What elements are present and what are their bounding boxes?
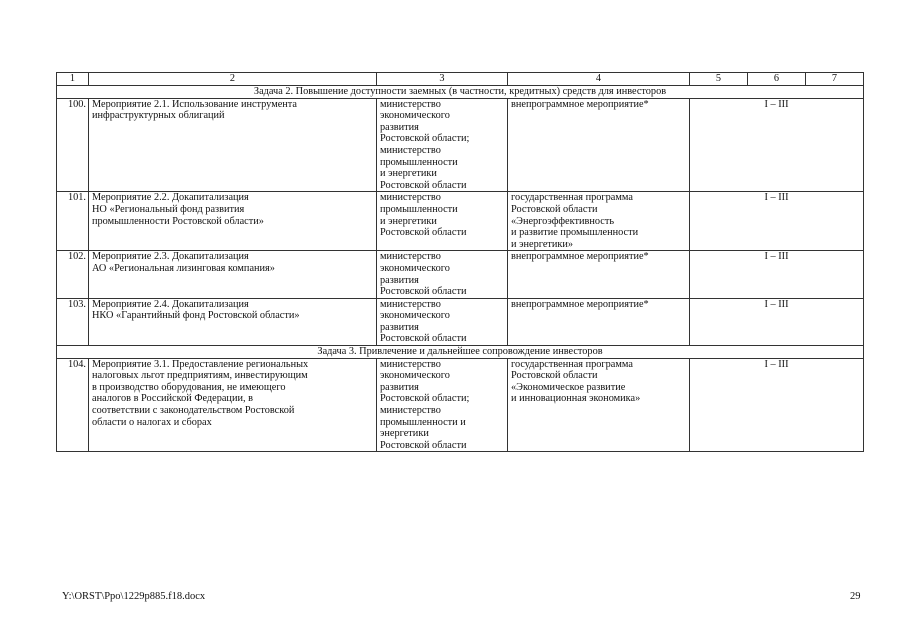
event-cell: Мероприятие 2.4. Докапитализация НКО «Гарантийный фонд Ростовской области» (89, 298, 377, 345)
header-cell-4: 4 (508, 73, 690, 86)
row-number: 101. (57, 192, 89, 251)
event-cell: Мероприятие 2.1. Использование инструмента инфраструктурных облигаций (89, 98, 377, 192)
header-cell-2: 2 (89, 73, 377, 86)
period-cell: I – III (690, 98, 864, 192)
header-cell-7: 7 (806, 73, 864, 86)
section-row-task-2 (57, 86, 864, 99)
section-title: Задача 2. Повышение доступности заемных (в частности, кредитных) средств для инвесторов (57, 86, 864, 99)
row-number: 100. (57, 98, 89, 192)
period-cell: I – III (690, 298, 864, 345)
table-row (57, 251, 864, 298)
executor-cell: министерство экономического развития Ростовской области (377, 298, 508, 345)
executor-cell: министерство экономического развития Ростовской области (377, 251, 508, 298)
program-cell: внепрограммное мероприятие* (508, 298, 690, 345)
row-number: 104. (57, 358, 89, 452)
event-cell: Мероприятие 2.3. Докапитализация АО «Региональная лизинговая компания» (89, 251, 377, 298)
event-cell: Мероприятие 2.2. Докапитализация НО «Региональный фонд развития промышленности Ростовской области» (89, 192, 377, 251)
program-cell: внепрограммное мероприятие* (508, 251, 690, 298)
section-title: Задача 3. Привлечение и дальнейшее сопровождение инвесторов (57, 346, 864, 359)
plan-table (56, 72, 864, 452)
table-row (57, 98, 864, 192)
row-number: 102. (57, 251, 89, 298)
page-number: 29 (850, 591, 861, 602)
header-cell-1: 1 (57, 73, 89, 86)
period-cell: I – III (690, 251, 864, 298)
program-cell: государственная программа Ростовской области «Экономическое развитие и инновационная экономика» (508, 358, 690, 452)
header-cell-3: 3 (377, 73, 508, 86)
executor-cell: министерство промышленности и энергетики Ростовской области (377, 192, 508, 251)
column-number-header (57, 73, 864, 86)
program-cell: внепрограммное мероприятие* (508, 98, 690, 192)
executor-cell: министерство экономического развития Ростовской области; министерство промышленности и энергетики Ростовской области (377, 98, 508, 192)
period-cell: I – III (690, 358, 864, 452)
row-number: 103. (57, 298, 89, 345)
table-row (57, 192, 864, 251)
table-row (57, 298, 864, 345)
section-row-task-3 (57, 346, 864, 359)
executor-cell: министерство экономического развития Ростовской области; министерство промышленности и энергетики Ростовской области (377, 358, 508, 452)
program-cell: государственная программа Ростовской области «Энергоэффективность и развитие промышленности и энергетики» (508, 192, 690, 251)
period-cell: I – III (690, 192, 864, 251)
header-cell-6: 6 (748, 73, 806, 86)
header-cell-5: 5 (690, 73, 748, 86)
event-cell: Мероприятие 3.1. Предоставление региональных налоговых льгот предприятиям, инвестирующим в производство оборудования, не имеющего аналогов в Российской Федерации, в соответствии с законодательством Ростовской области о налогах и сборах (89, 358, 377, 452)
file-path-footer: Y:\ORST\Ppo\1229p885.f18.docx (62, 591, 206, 602)
table-row (57, 358, 864, 452)
